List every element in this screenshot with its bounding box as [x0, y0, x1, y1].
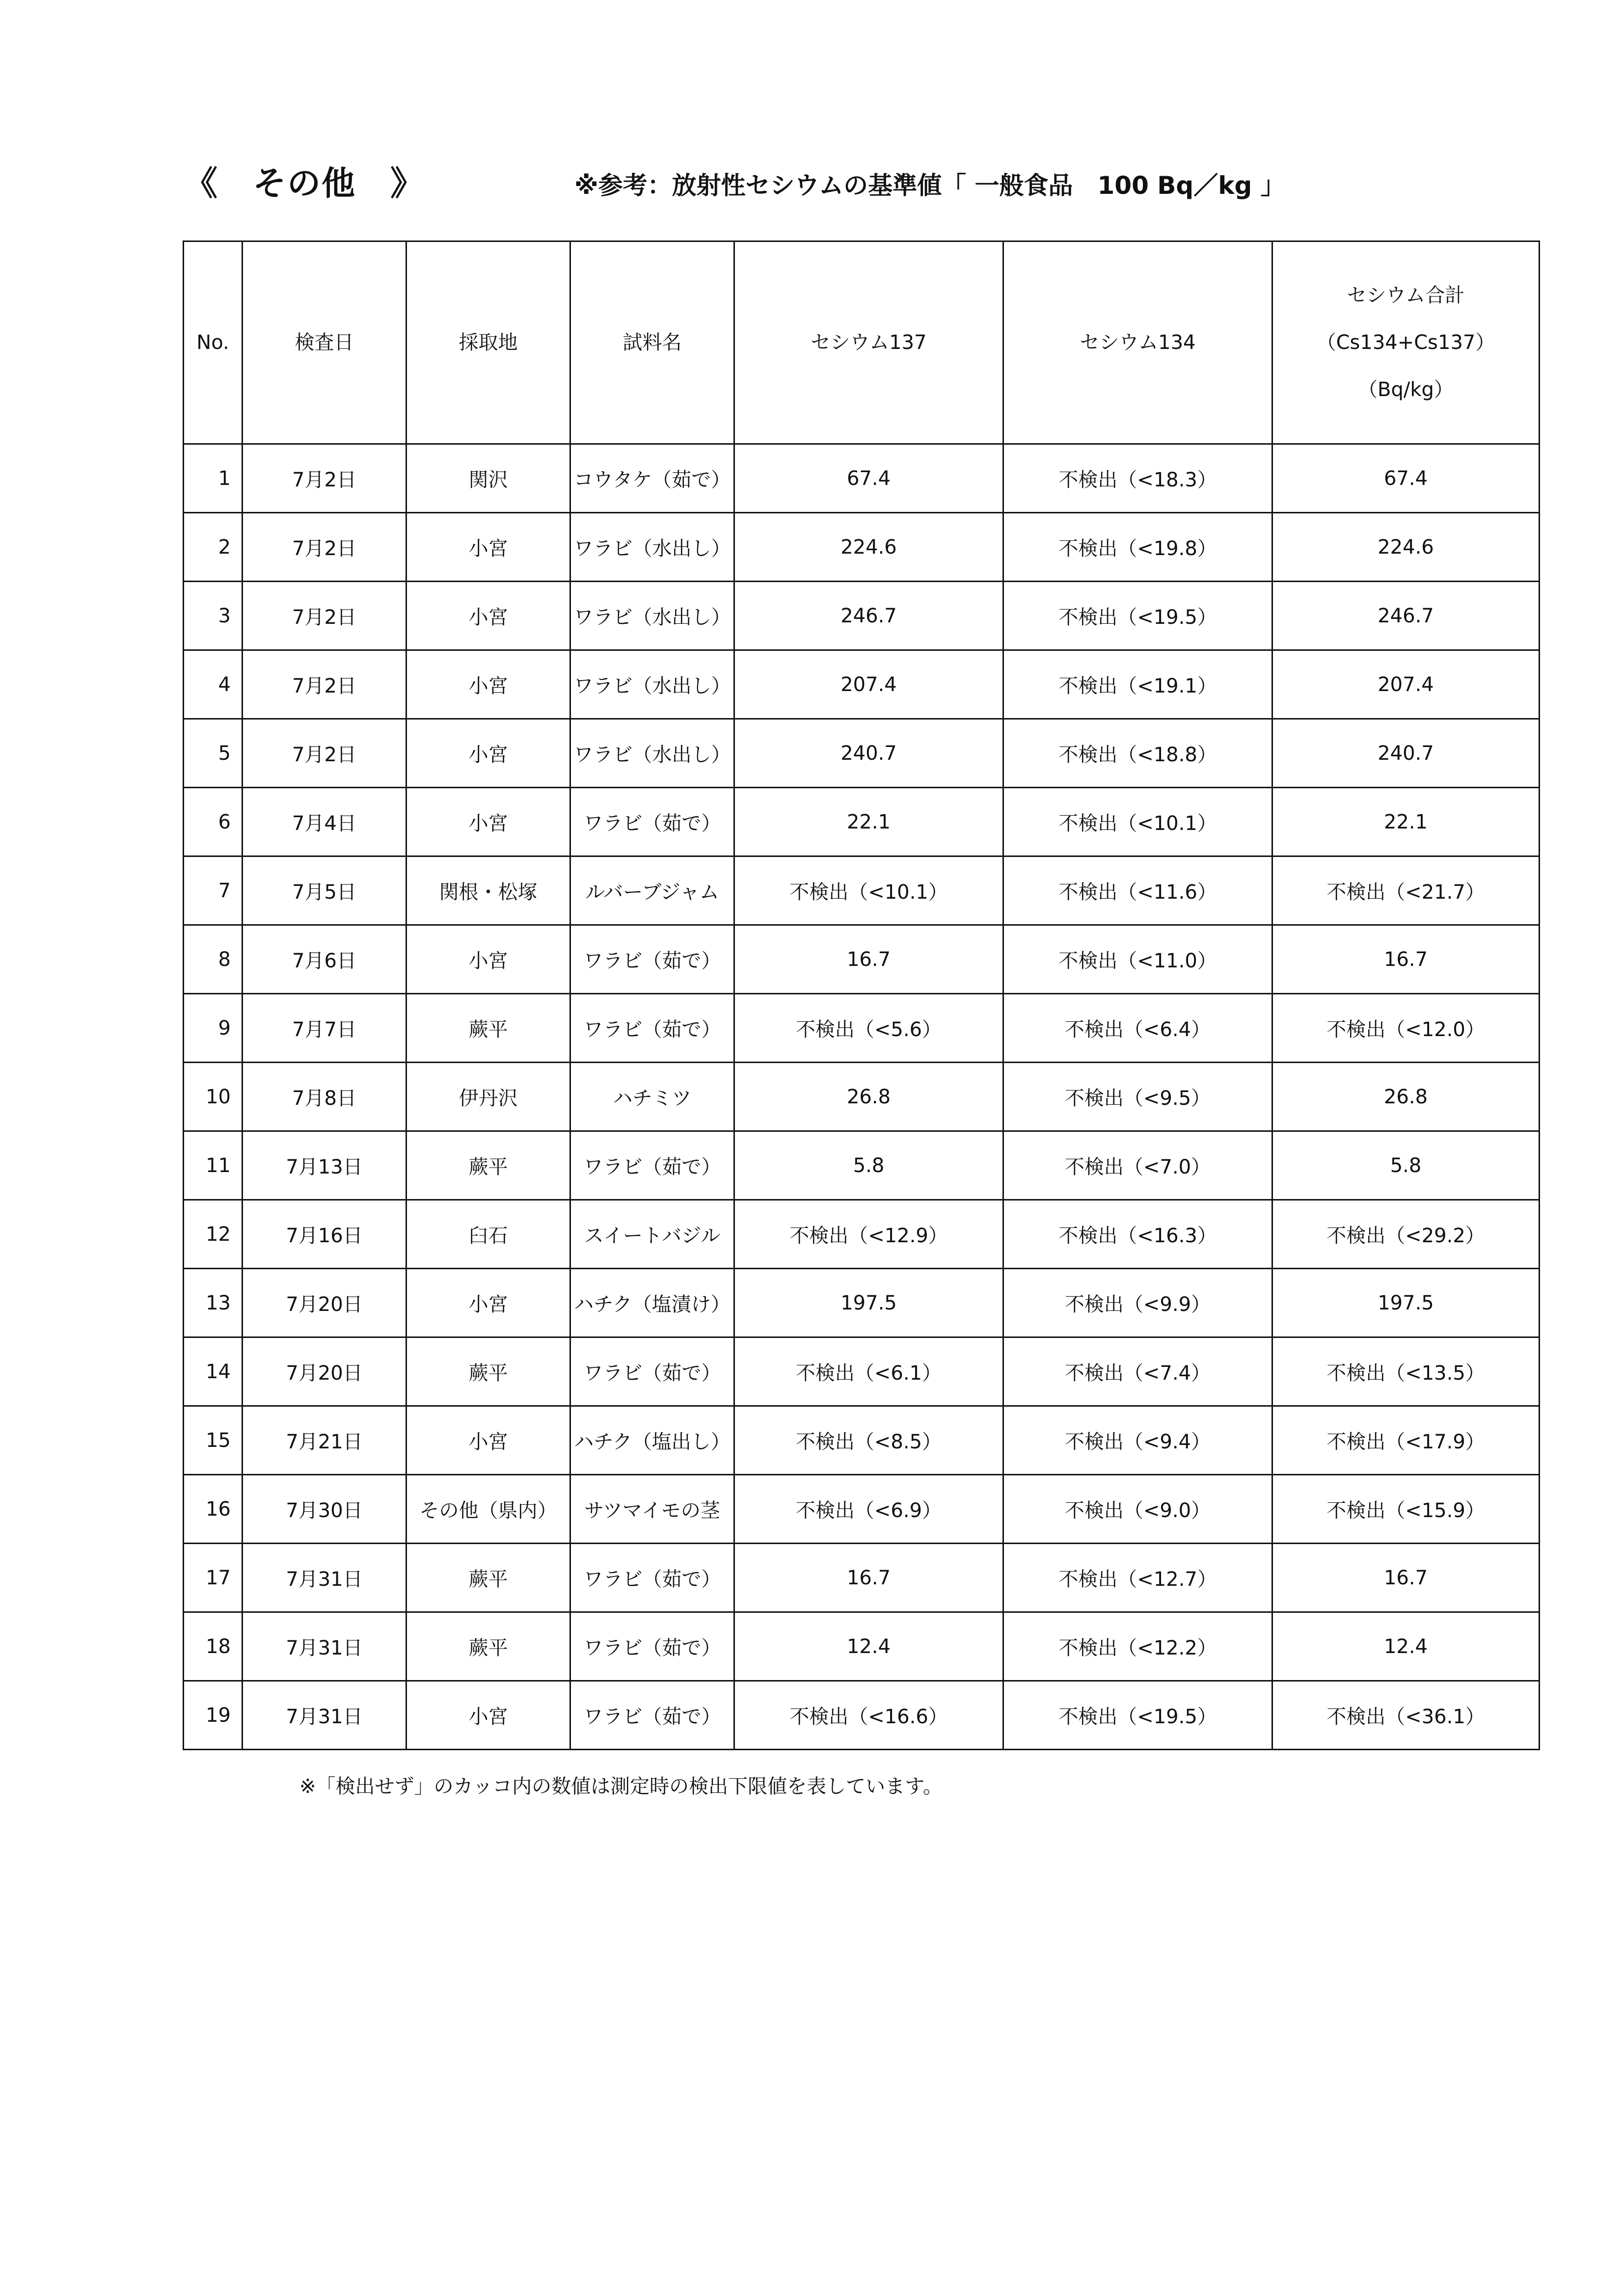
cell-no: 4 — [184, 650, 243, 719]
cell-no: 17 — [184, 1544, 243, 1612]
cesium-results-table — [183, 240, 1540, 1750]
cell-cesium-137: 246.7 — [734, 582, 1003, 650]
cell-sample-name: ワラビ（茹で） — [570, 788, 734, 856]
table-row — [184, 788, 1540, 856]
cell-cesium-134: 不検出（<9.0） — [1003, 1475, 1272, 1544]
cell-inspection-date: 7月13日 — [243, 1131, 406, 1200]
cell-inspection-date: 7月31日 — [243, 1544, 406, 1612]
table-row — [184, 1131, 1540, 1200]
cell-no: 15 — [184, 1406, 243, 1475]
cell-sample-name: ワラビ（茹で） — [570, 1337, 734, 1406]
cell-no: 10 — [184, 1063, 243, 1131]
cell-sampling-location: 蕨平 — [406, 1612, 570, 1681]
cell-no: 14 — [184, 1337, 243, 1406]
cell-inspection-date: 7月20日 — [243, 1337, 406, 1406]
cell-sample-name: スイートバジル — [570, 1200, 734, 1269]
cell-inspection-date: 7月30日 — [243, 1475, 406, 1544]
cell-no: 6 — [184, 788, 243, 856]
cell-inspection-date: 7月31日 — [243, 1681, 406, 1750]
cell-cesium-137: 不検出（<6.1） — [734, 1337, 1003, 1406]
cell-cesium-137: 5.8 — [734, 1131, 1003, 1200]
cell-cesium-137: 16.7 — [734, 925, 1003, 994]
cell-sample-name: ワラビ（茹で） — [570, 1131, 734, 1200]
cell-cesium-total: 不検出（<36.1） — [1272, 1681, 1540, 1750]
cell-cesium-137: 不検出（<8.5） — [734, 1406, 1003, 1475]
cell-cesium-137: 240.7 — [734, 719, 1003, 788]
table-row — [184, 513, 1540, 582]
header-cesium-total — [1272, 241, 1540, 444]
cell-inspection-date: 7月5日 — [243, 856, 406, 925]
cell-sample-name: ハチク（塩出し） — [570, 1406, 734, 1475]
cell-sampling-location: 小宮 — [406, 1406, 570, 1475]
cell-inspection-date: 7月21日 — [243, 1406, 406, 1475]
cell-no: 3 — [184, 582, 243, 650]
cell-sample-name: ワラビ（茹で） — [570, 925, 734, 994]
cell-cesium-134: 不検出（<19.5） — [1003, 582, 1272, 650]
cell-sampling-location: 小宮 — [406, 582, 570, 650]
cell-sampling-location: 蕨平 — [406, 994, 570, 1063]
table-row — [184, 1406, 1540, 1475]
cell-cesium-total: 207.4 — [1272, 650, 1540, 719]
section-title: 《 その他 》 — [184, 164, 425, 203]
cell-cesium-134: 不検出（<11.0） — [1003, 925, 1272, 994]
cell-cesium-137: 不検出（<10.1） — [734, 856, 1003, 925]
cell-sample-name: ワラビ（水出し） — [570, 719, 734, 788]
cell-no: 16 — [184, 1475, 243, 1544]
cell-inspection-date: 7月2日 — [243, 513, 406, 582]
cell-cesium-total: 不検出（<21.7） — [1272, 856, 1540, 925]
cell-cesium-134: 不検出（<18.3） — [1003, 444, 1272, 513]
cell-sampling-location: 小宮 — [406, 1269, 570, 1337]
cell-no: 2 — [184, 513, 243, 582]
cell-sampling-location: 小宮 — [406, 1681, 570, 1750]
table-row — [184, 444, 1540, 513]
cell-no: 12 — [184, 1200, 243, 1269]
cell-sampling-location: 蕨平 — [406, 1544, 570, 1612]
cell-sample-name: ワラビ（水出し） — [570, 650, 734, 719]
table-row — [184, 719, 1540, 788]
cell-cesium-total: 22.1 — [1272, 788, 1540, 856]
cell-cesium-134: 不検出（<16.3） — [1003, 1200, 1272, 1269]
table-row — [184, 1337, 1540, 1406]
table-row — [184, 856, 1540, 925]
header-sample-name: 試料名 — [570, 241, 734, 444]
cell-cesium-134: 不検出（<19.1） — [1003, 650, 1272, 719]
cell-cesium-137: 26.8 — [734, 1063, 1003, 1131]
cell-cesium-134: 不検出（<11.6） — [1003, 856, 1272, 925]
cell-cesium-134: 不検出（<7.0） — [1003, 1131, 1272, 1200]
cell-no: 19 — [184, 1681, 243, 1750]
cell-no: 5 — [184, 719, 243, 788]
cell-inspection-date: 7月16日 — [243, 1200, 406, 1269]
cell-sample-name: ルバーブジャム — [570, 856, 734, 925]
cell-cesium-total: 不検出（<29.2） — [1272, 1200, 1540, 1269]
cell-cesium-134: 不検出（<9.9） — [1003, 1269, 1272, 1337]
cell-inspection-date: 7月2日 — [243, 719, 406, 788]
cell-cesium-134: 不検出（<18.8） — [1003, 719, 1272, 788]
cell-cesium-134: 不検出（<19.5） — [1003, 1681, 1272, 1750]
cell-sample-name: ワラビ（茹で） — [570, 1681, 734, 1750]
cell-cesium-134: 不検出（<10.1） — [1003, 788, 1272, 856]
table-row — [184, 1681, 1540, 1750]
table-header-row — [184, 241, 1540, 444]
cell-cesium-137: 67.4 — [734, 444, 1003, 513]
cell-inspection-date: 7月2日 — [243, 650, 406, 719]
cell-sample-name: ワラビ（茹で） — [570, 994, 734, 1063]
header-cesium-total-unit: （Bq/kg） — [1358, 378, 1454, 401]
table-row — [184, 1612, 1540, 1681]
cell-cesium-134: 不検出（<12.2） — [1003, 1612, 1272, 1681]
cell-cesium-134: 不検出（<12.7） — [1003, 1544, 1272, 1612]
cell-sample-name: サツマイモの茎 — [570, 1475, 734, 1544]
reference-standard-note: ※参考：放射性セシウムの基準値「 一般食品 100 Bq／kg 」 — [574, 171, 1285, 200]
cell-cesium-total: 16.7 — [1272, 1544, 1540, 1612]
cell-sampling-location: 小宮 — [406, 788, 570, 856]
table-row — [184, 994, 1540, 1063]
table-row — [184, 650, 1540, 719]
cell-sample-name: ハチク（塩漬け） — [570, 1269, 734, 1337]
cell-no: 18 — [184, 1612, 243, 1681]
cell-inspection-date: 7月6日 — [243, 925, 406, 994]
cell-inspection-date: 7月2日 — [243, 582, 406, 650]
cell-sample-name: ワラビ（茹で） — [570, 1612, 734, 1681]
cell-no: 1 — [184, 444, 243, 513]
cell-inspection-date: 7月31日 — [243, 1612, 406, 1681]
cell-sampling-location: その他（県内） — [406, 1475, 570, 1544]
cell-cesium-total: 67.4 — [1272, 444, 1540, 513]
table-row — [184, 925, 1540, 994]
cell-sample-name: ワラビ（水出し） — [570, 513, 734, 582]
table-body — [184, 444, 1540, 1750]
cell-cesium-137: 22.1 — [734, 788, 1003, 856]
header-inspection-date: 検査日 — [243, 241, 406, 444]
header-cesium-134: セシウム134 — [1003, 241, 1272, 444]
cell-sampling-location: 小宮 — [406, 925, 570, 994]
cell-cesium-137: 16.7 — [734, 1544, 1003, 1612]
cell-inspection-date: 7月4日 — [243, 788, 406, 856]
cell-sample-name: コウタケ（茹で） — [570, 444, 734, 513]
cell-sampling-location: 関沢 — [406, 444, 570, 513]
cell-sampling-location: 小宮 — [406, 513, 570, 582]
cell-inspection-date: 7月7日 — [243, 994, 406, 1063]
cell-cesium-137: 197.5 — [734, 1269, 1003, 1337]
cell-sample-name: ワラビ（茹で） — [570, 1544, 734, 1612]
header-cesium-137: セシウム137 — [734, 241, 1003, 444]
cell-cesium-134: 不検出（<7.4） — [1003, 1337, 1272, 1406]
detection-limit-footnote: ※「検出せず」のカッコ内の数値は測定時の検出下限値を表しています。 — [299, 1775, 943, 1798]
cell-cesium-total: 26.8 — [1272, 1063, 1540, 1131]
cell-cesium-134: 不検出（<9.4） — [1003, 1406, 1272, 1475]
cell-sampling-location: 臼石 — [406, 1200, 570, 1269]
cell-cesium-total: 246.7 — [1272, 582, 1540, 650]
table-row — [184, 1269, 1540, 1337]
table-row — [184, 582, 1540, 650]
cell-cesium-137: 224.6 — [734, 513, 1003, 582]
cell-cesium-total: 不検出（<13.5） — [1272, 1337, 1540, 1406]
cell-sampling-location: 小宮 — [406, 650, 570, 719]
cell-cesium-137: 207.4 — [734, 650, 1003, 719]
header-cesium-total-title: セシウム合計 — [1347, 284, 1465, 307]
cell-cesium-134: 不検出（<9.5） — [1003, 1063, 1272, 1131]
header-no: No. — [184, 241, 243, 444]
table-row — [184, 1200, 1540, 1269]
cell-cesium-total: 240.7 — [1272, 719, 1540, 788]
cell-cesium-total: 197.5 — [1272, 1269, 1540, 1337]
cell-cesium-total: 不検出（<15.9） — [1272, 1475, 1540, 1544]
cell-cesium-137: 不検出（<12.9） — [734, 1200, 1003, 1269]
cell-cesium-total: 12.4 — [1272, 1612, 1540, 1681]
cell-sample-name: ハチミツ — [570, 1063, 734, 1131]
cell-cesium-total: 不検出（<12.0） — [1272, 994, 1540, 1063]
header-cesium-total-formula: （Cs134+Cs137） — [1316, 331, 1495, 354]
cell-cesium-total: 不検出（<17.9） — [1272, 1406, 1540, 1475]
cell-no: 9 — [184, 994, 243, 1063]
cell-cesium-137: 不検出（<6.9） — [734, 1475, 1003, 1544]
cell-cesium-137: 不検出（<16.6） — [734, 1681, 1003, 1750]
header-sampling-location: 採取地 — [406, 241, 570, 444]
cell-sampling-location: 伊丹沢 — [406, 1063, 570, 1131]
cell-no: 8 — [184, 925, 243, 994]
cell-cesium-total: 224.6 — [1272, 513, 1540, 582]
cell-no: 13 — [184, 1269, 243, 1337]
cell-no: 11 — [184, 1131, 243, 1200]
cell-inspection-date: 7月20日 — [243, 1269, 406, 1337]
cell-cesium-134: 不検出（<6.4） — [1003, 994, 1272, 1063]
cell-sampling-location: 蕨平 — [406, 1131, 570, 1200]
table-row — [184, 1544, 1540, 1612]
table-row — [184, 1063, 1540, 1131]
cell-sampling-location: 蕨平 — [406, 1337, 570, 1406]
cell-cesium-total: 5.8 — [1272, 1131, 1540, 1200]
table-row — [184, 1475, 1540, 1544]
cell-cesium-total: 16.7 — [1272, 925, 1540, 994]
cell-cesium-137: 不検出（<5.6） — [734, 994, 1003, 1063]
cell-inspection-date: 7月8日 — [243, 1063, 406, 1131]
cell-sample-name: ワラビ（水出し） — [570, 582, 734, 650]
cell-no: 7 — [184, 856, 243, 925]
cell-cesium-134: 不検出（<19.8） — [1003, 513, 1272, 582]
cell-inspection-date: 7月2日 — [243, 444, 406, 513]
cell-sampling-location: 関根・松塚 — [406, 856, 570, 925]
cell-sampling-location: 小宮 — [406, 719, 570, 788]
cell-cesium-137: 12.4 — [734, 1612, 1003, 1681]
